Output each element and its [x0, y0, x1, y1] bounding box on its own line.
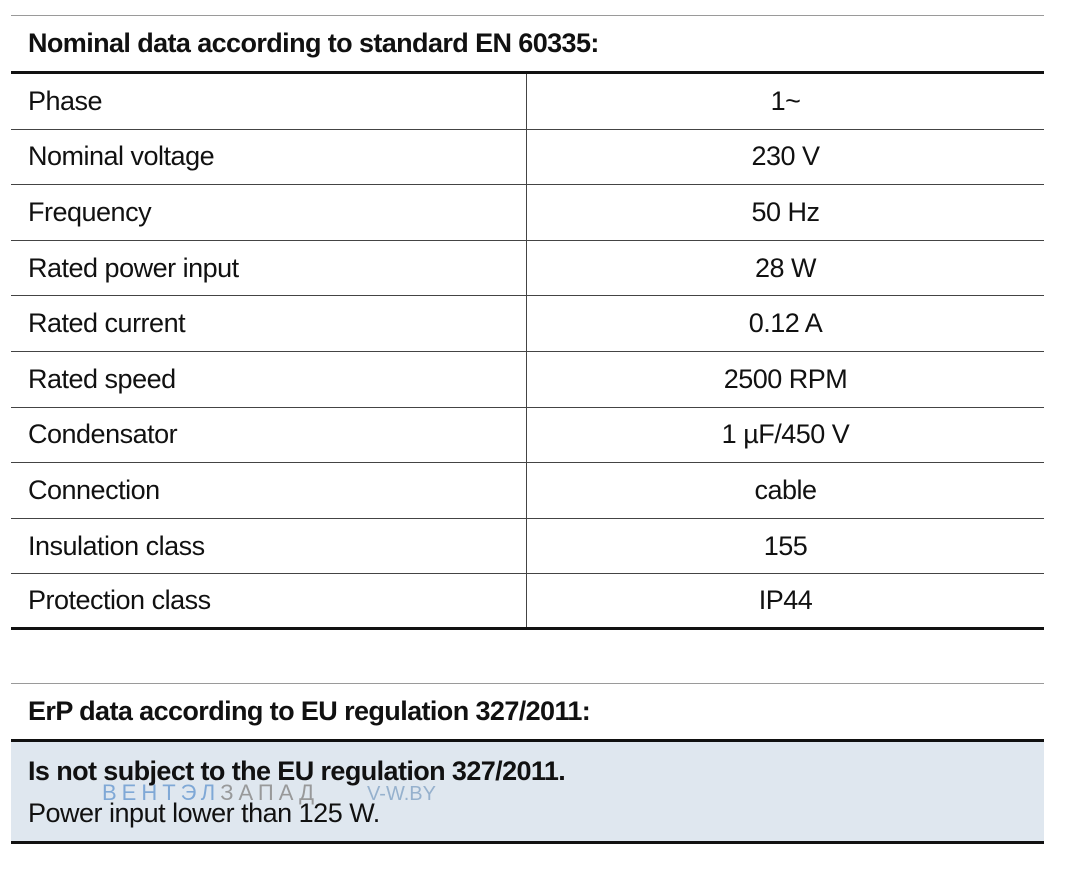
- row-label-protection-class: Protection class: [11, 574, 527, 627]
- erp-statement: Is not subject to the EU regulation 327/2011.: [28, 756, 566, 786]
- watermark-part-1: ВЕНТЭЛ: [102, 780, 221, 805]
- row-value-condensator: 1 µF/450 V: [721, 419, 850, 450]
- nominal-data-section: [11, 15, 1044, 630]
- row-label-phase: Phase: [11, 74, 527, 129]
- row-label-nominal-voltage: Nominal voltage: [11, 130, 527, 185]
- erp-data-section: [11, 683, 1044, 844]
- nominal-data-title: Nominal data according to standard EN 60335:: [11, 15, 1044, 74]
- nominal-data-table: [11, 74, 1044, 630]
- erp-note: Power input lower than 125 W.: [28, 798, 380, 828]
- table-row: [11, 574, 1044, 630]
- row-value-rated-speed: 2500 RPM: [723, 363, 848, 394]
- row-label-rated-current: Rated current: [11, 296, 527, 351]
- row-value-insulation-class: 155: [763, 530, 808, 561]
- row-label-rated-speed: Rated speed: [11, 352, 527, 407]
- row-value-nominal-voltage: 230 V: [751, 141, 820, 172]
- row-value-protection-class: IP44: [758, 585, 813, 616]
- row-label-frequency: Frequency: [11, 185, 527, 240]
- row-label-rated-power-input: Rated power input: [11, 241, 527, 296]
- row-label-connection: Connection: [11, 463, 527, 518]
- watermark-part-2: ЗАПАД: [220, 780, 320, 805]
- table-row: [11, 296, 1044, 352]
- table-row: [11, 463, 1044, 519]
- row-value-rated-current: 0.12 A: [748, 308, 823, 339]
- row-label-condensator: Condensator: [11, 408, 527, 463]
- erp-data-title: ErP data according to EU regulation 327/2011:: [11, 683, 1044, 742]
- table-row: [11, 519, 1044, 575]
- table-row: [11, 241, 1044, 297]
- erp-info-box: [11, 742, 1044, 844]
- table-row: [11, 185, 1044, 241]
- table-row: [11, 74, 1044, 130]
- row-value-frequency: 50 Hz: [751, 196, 820, 227]
- row-value-connection: cable: [754, 474, 817, 505]
- table-row: [11, 130, 1044, 186]
- table-row: [11, 408, 1044, 464]
- watermark-url: V-W.BY: [367, 783, 436, 805]
- table-row: [11, 352, 1044, 408]
- row-label-insulation-class: Insulation class: [11, 519, 527, 574]
- row-value-rated-power-input: 28 W: [754, 252, 817, 283]
- row-value-phase: 1~: [770, 85, 801, 116]
